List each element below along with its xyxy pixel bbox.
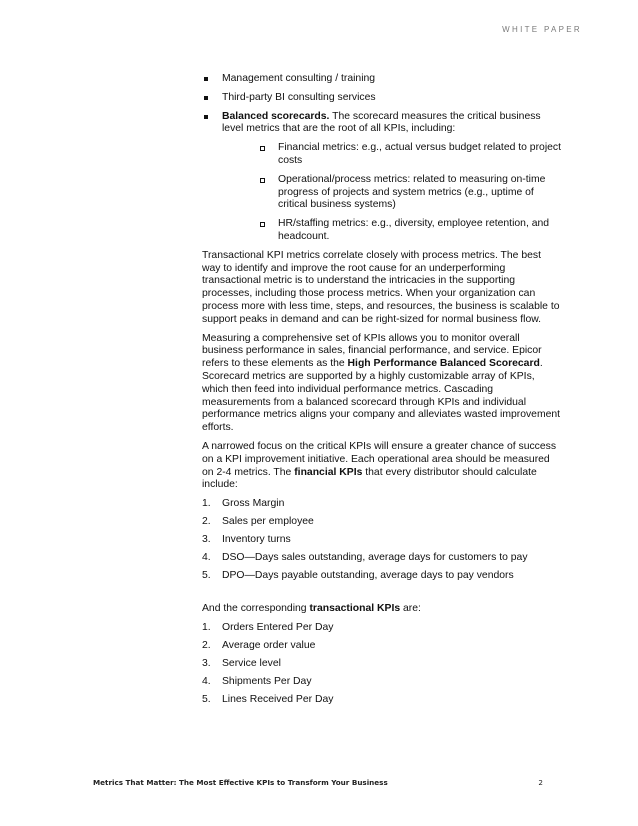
list-item <box>202 640 562 653</box>
item-number: 1. <box>202 621 211 633</box>
paragraph-text: A narrowed focus on the critical KPIs will ensure a greater chance of success on a KPI improvement initiative. Each operational area should be measured on 2-4 metrics. The <box>202 440 557 478</box>
paragraph-bold-term: High Performance Balanced Scorecard <box>347 358 540 370</box>
item-number: 4. <box>202 552 211 564</box>
sub-list-item <box>242 218 562 244</box>
page-number: 2 <box>538 778 543 787</box>
item-text: Gross Margin <box>222 498 285 510</box>
sub-list-item <box>242 174 562 212</box>
paragraph-bold-term: financial KPIs <box>294 466 363 478</box>
financial-kpi-list <box>202 498 562 583</box>
item-number: 2. <box>202 639 211 651</box>
paragraph-transactional-metrics: Transactional KPI metrics correlate closely with process metrics. The best way to identify and improve the root cause for an underperforming transactional metric is to understand the intricacies in the supporting processes, including those process metrics. When your organization can process more with less time, steps, and resources, the business is scalable to support peaks in demand and can be right-sized for normal business flow. <box>202 249 560 325</box>
sub-list-item <box>242 142 562 168</box>
list-item <box>202 498 562 511</box>
spacer <box>202 589 562 603</box>
item-text: Average order value <box>222 639 316 651</box>
item-number: 5. <box>202 693 211 705</box>
document-type-label: WHITE PAPER <box>502 25 582 34</box>
list-item <box>202 534 562 547</box>
bullet-list <box>202 73 562 244</box>
paragraph-balanced-scorecard <box>202 333 562 435</box>
list-item <box>202 658 562 671</box>
item-text: DSO—Days sales outstanding, average days for customers to pay <box>222 552 528 564</box>
bullet-bold-lead: Balanced scorecards. <box>222 110 330 122</box>
list-item <box>202 694 562 707</box>
bullet-text: Third-party BI consulting services <box>222 91 376 103</box>
paragraph-bold-term: transactional KPIs <box>309 602 401 614</box>
paragraph-narrowed-focus <box>202 441 562 492</box>
item-number: 1. <box>202 498 211 510</box>
main-content <box>202 73 562 712</box>
paragraph-text: And the corresponding <box>202 602 310 614</box>
item-number: 5. <box>202 570 211 582</box>
item-text: Orders Entered Per Day <box>222 621 334 633</box>
sub-bullet-list <box>222 142 562 244</box>
item-text: Inventory turns <box>222 534 291 546</box>
list-item <box>202 73 562 86</box>
list-item <box>202 570 562 583</box>
list-item <box>202 111 562 244</box>
sub-bullet-text: HR/staffing metrics: e.g., diversity, employee retention, and headcount. <box>278 218 550 242</box>
item-text: Sales per employee <box>222 516 314 528</box>
bullet-text: The scorecard measures the critical business level metrics that are the root of all KPIs, including: <box>222 110 541 135</box>
footer-document-title: Metrics That Matter: The Most Effective KPIs to Transform Your Business <box>93 778 388 787</box>
paragraph-text: . Scorecard metrics are supported by a highly customizable array of KPIs, which then feed into individual performance metrics. Cascading measurements from a balanced scorecard through KPIs and individual performance metrics aligns your company and alleviates wasted improvement efforts. <box>202 358 561 434</box>
item-number: 4. <box>202 675 211 687</box>
item-number: 2. <box>202 516 211 528</box>
bullet-text: Management consulting / training <box>222 73 376 84</box>
item-text: Shipments Per Day <box>222 675 312 687</box>
paragraph-text: Measuring a comprehensive set of KPIs allows you to monitor overall business performance in sales, financial performance, and service. Epicor refers to these elements as the <box>202 332 542 370</box>
sub-bullet-text: Operational/process metrics: related to measuring on-time progress of projects and system metrics (e.g., uptime of critical business systems) <box>278 173 546 211</box>
sub-bullet-text: Financial metrics: e.g., actual versus budget related to project costs <box>278 142 561 166</box>
paragraph-text: that every distributor should calculate include: <box>202 466 537 491</box>
paragraph-transactional-intro <box>202 603 562 616</box>
item-number: 3. <box>202 657 211 669</box>
list-item <box>202 676 562 689</box>
list-item <box>202 516 562 529</box>
list-item <box>202 92 562 105</box>
item-text: Lines Received Per Day <box>222 693 334 705</box>
list-item <box>202 552 562 565</box>
item-text: Service level <box>222 657 281 669</box>
list-item <box>202 622 562 635</box>
item-text: DPO—Days payable outstanding, average days to pay vendors <box>222 570 514 582</box>
item-number: 3. <box>202 534 211 546</box>
paragraph-text: are: <box>400 602 421 614</box>
transactional-kpi-list <box>202 622 562 707</box>
